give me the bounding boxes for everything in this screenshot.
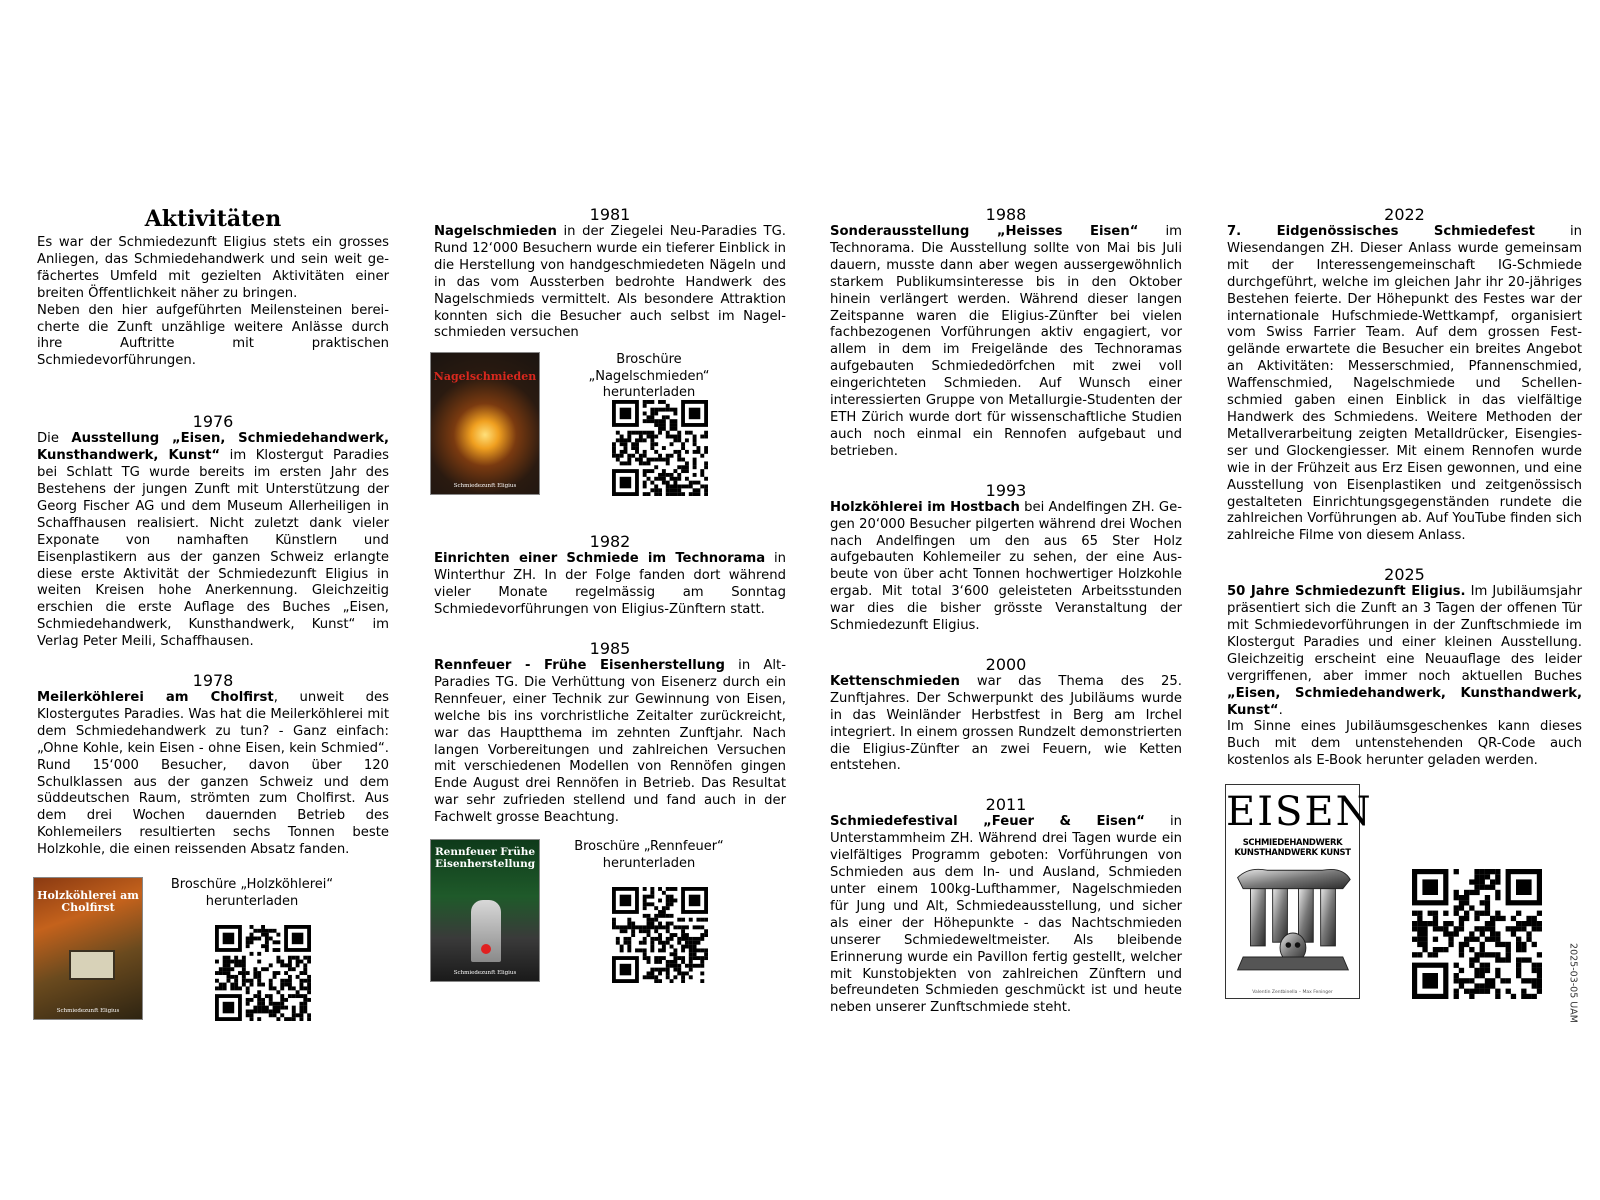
intro-paragraph-1: Es war der Schmiedezunft Eligius stets ein grosses Anliegen, das Schmiedehandwerk und sein weit gefächertes Umfeld mit gezielten Aktivitäten einer breiten Öffentlichkeit näher zu bringen. bbox=[37, 235, 389, 301]
brochure-holzkoehlerei bbox=[37, 877, 389, 1027]
anvil-sculpture-image bbox=[1226, 861, 1359, 981]
brochure-rennfeuer bbox=[434, 839, 786, 989]
section-1978 bbox=[37, 671, 389, 859]
section-2022 bbox=[1227, 205, 1582, 545]
year-heading: 2022 bbox=[1384, 205, 1425, 224]
column-2 bbox=[434, 205, 786, 989]
section-text: Schmiedefestival „Feuer & Eisen“ in Unterstammheim ZH. Während drei Tagen wurde ein vielfältiges Programm geboten: Vorführungen von Schmieden aus dem In- und Ausland, Schmieden unter einem 100kg-Lufthammer, Nagelschmieden für Jung und Alt, Schmiedeausstellung, und sicher als einer der Höhepunkte - das Nachtschmieden unserer Schmiedeweltmeister. Als bleibende Erinnerung wurde ein Pavillon fertig gestellt, welcher mit Kunstobjekten von zahlreichen Zünftern und befreundeten Schmieden geschmückt ist und heute neben unserer Zunftschmiede steht. bbox=[830, 814, 1182, 1016]
book-cover-eisen[interactable]: EISEN SCHMIEDEHANDWERK KUNSTHANDWERK KUNST Valentin Zentbinella – Max Feninger bbox=[1225, 784, 1360, 999]
year-heading: 1982 bbox=[589, 532, 631, 552]
brochure-cover-rennfeuer[interactable]: Rennfeuer Frühe Eisenherstellung Schmiedezunft Eligius bbox=[430, 839, 540, 982]
section-2000 bbox=[830, 655, 1182, 775]
section-text: Rennfeuer - Frühe Eisenherstellung in Alt-Paradies TG. Die Verhüttung von Eisenerz durch ein Rennfeuer, einer Technik zur Gewinnung von Eisen, welche bis ins vorchristliche Zeitalter zurückreicht, war das Hauptthema im zehnten Zunftjahr. Nach langen Vorbereitungen und zahlreichen Versuchen mit verschiedenen Modellen von Rennöfen gingen Ende August drei Rennöfen in Betrieb. Das Resultat war sehr zufrieden stellend und fand auch in der Fachwelt grosse Beachtung. bbox=[434, 657, 786, 826]
brochure-download-label[interactable]: Broschüre „Holzköhlerei“ herunterladen bbox=[170, 877, 334, 909]
section-1981 bbox=[434, 205, 786, 342]
column-1 bbox=[37, 205, 389, 1027]
section-text-2: Im Sinne eines Jubiläumsgeschenkes kann dieses Buch mit dem untenstehenden QR-Code auch kostenlos als E-Book herunter geladen werden. bbox=[1227, 719, 1582, 769]
section-text: Sonderausstellung „Heisses Eisen“ im Technorama. Die Ausstellung sollte von Mai bis Juli dauern, musste dann aber wegen aussergewöhnlich starkem Publikumsinteresse bis in den Oktober hinein verlängert werden. Während dieser langen Zeitspanne waren die Eligius-Zünfter bei vielen fachbezogenen Vorführungen aktiv engagiert, vor allem in dem im Freigelände des Technoramas aufgebauten Schmiededörfchen mit zwei voll eingerichteten Schmieden. Auf Wunsch einer interessierten Gruppe von Metallurgie-Studenten der ETH Zürich wurde dort für wissenschaftliche Studien auch noch einmal ein Rennofen aufgebaut und betrieben. bbox=[830, 224, 1183, 459]
section-text: 7. Eidgenössisches Schmiedefest in Wiesendangen ZH. Dieser Anlass wurde gemeinsam mit der Interessengemeinschaft IG-Schmiede durchgeführt, welche im gleichen Jahr ihr 20-jähriges Bestehen feierte. Der Höhepunkt des Festes war der internationale Hufschmiede-Wettkampf, organisiert vom Swiss Farrier Team. Auf dem grossen Festgelände erwartete die Besucher ein breites Angebot an Aktivitäten: Messerschmied, Pfannenschmied, Waffenschmied, Nagelschmiede und Schellenschmied gaben einen Einblick in das vielfältige Handwerk des Schmiedens. Weitere Methoden der Metallverarbeitung zeigten Metalldrücker, Eisengiesser und Glockengiesser. Mit einem Rennofen wurde wie in der Frühzeit aus Erz Eisen gewonnen, und eine Ausstellung von Eisenplastiken und zeitgenössisch gestalteten Einrichtungsgegenständen rundete die zahlreichen Vorführungen ab. Auf YouTube finden sich zahlreiche Filme von diesem Anlass. bbox=[1227, 224, 1582, 544]
section-text: Kettenschmieden war das Thema des 25. Zunftjahres. Der Schwerpunkt des Jubiläums wurde in das Weinländer Herbstfest in Berg am Irchel integriert. In einem grossen Rundzelt demonstrierten die Eligius-Zünfter an zwei Feuern, wie Ketten entstehen. bbox=[830, 673, 1182, 774]
section-text: Nagelschmieden in der Ziegelei Neu-Paradies TG. Rund 12‘000 Besuchern wurde ein tieferer Einblick in die Herstellung von handgeschmiedeten Nägeln und in das vom Aussterben bedrohte Handwerk des Nagelschmieds vermittelt. Als besondere Attraktion konnten sich die Besucher auch selbst im Nagelschmieden versuchen bbox=[434, 224, 786, 341]
section-text: Einrichten einer Schmiede im Technorama in Winterthur ZH. In der Folge fanden dort während vieler Monate regelmässig am Sonntag Schmiedevorführungen von Eligius-Zünftern statt. bbox=[434, 551, 786, 618]
year-heading: 1976 bbox=[192, 412, 234, 432]
year-heading: 2011 bbox=[985, 795, 1027, 815]
brochure-cover-nagelschmieden[interactable]: Nagelschmieden Schmiedezunft Eligius bbox=[430, 352, 540, 495]
year-heading: 2000 bbox=[985, 654, 1027, 674]
section-2011 bbox=[830, 795, 1182, 1017]
qr-code-icon[interactable] bbox=[215, 925, 311, 1021]
book-eisen bbox=[1227, 784, 1582, 1004]
section-1985 bbox=[434, 639, 786, 827]
year-heading: 1988 bbox=[985, 205, 1027, 224]
page-title: Aktivitäten bbox=[144, 206, 282, 232]
qr-code-icon[interactable] bbox=[612, 887, 708, 983]
section-text: Holzköhlerei im Hostbach bei Andelfingen ZH. Gegen 20‘000 Besucher pilgerten während drei Wochen nach Andelfingen um den aus 65 Ster Holz aufgebauten Kohlemeiler zu sehen, der eine Ausbeute von über acht Tonnen hochwertiger Holzkohle ergab. Mit total 3‘600 geleisteten Arbeitsstunden war dies die bisher grösste Veranstaltung der Schmiedezunft Eligius. bbox=[830, 499, 1183, 634]
date-stamp: 2025-03-05 UAM bbox=[1567, 943, 1579, 1023]
year-heading: 1985 bbox=[589, 638, 631, 658]
year-heading: 1993 bbox=[985, 480, 1027, 500]
brochure-cover-holzkoehlerei[interactable]: Holzköhlerei am Cholfirst Schmiedezunft Eligius bbox=[33, 877, 143, 1020]
year-heading: 1981 bbox=[589, 205, 631, 224]
intro-paragraph-2: Neben den hier aufgeführten Meilensteinen bereicherte die Zunft unzählige weitere Anlässe durch ihre Auftritte mit praktischen Schmiedevorführungen. bbox=[37, 302, 389, 369]
qr-code-icon[interactable] bbox=[1412, 869, 1542, 999]
section-text: Meilerköhlerei am Cholfirst, unweit des Klostergutes Paradies. Was hat die Meilerköhlerei mit dem Schmiedehandwerk zu tun? - Ganz einfach: „Ohne Kohle, kein Eisen - ohne Eisen, kein Schmied“. Rund 15‘000 Besucher, davon über 120 Schulklassen aus der ganzen Schweiz und dem süddeutschen Raum, strömten zum Cholfirst. Aus dem drei Wochen dauernden Betrieb des Kohlemeilers resultierten sechs Tonnen beste Holzkohle, die einen reissenden Absatz fanden. bbox=[37, 690, 389, 858]
section-text: Die Ausstellung „Eisen, Schmiedehandwerk, Kunsthandwerk, Kunst“ im Klostergut Paradies bei Schlatt TG wurde bereits im ersten Jahr des Bestehens der jungen Zunft mit Unterstützung der Georg Fischer AG und dem Museum Allerheiligen in Schaffhausen realisiert. Nicht zuletzt dank vieler Exponate von namhaften Künstlern und Eisenplastikern aus der ganzen Schweiz erlangte diese erste Aktivität der Schmiedezunft Eligius in weiten Kreisen hohe Anerkennung. Gleichzeitig erschien die erste Auflage des Buches „Eisen, Schmiedehandwerk, Kunsthandwerk, Kunst“ im Verlag Peter Meili, Schaffhausen. bbox=[37, 431, 389, 650]
qr-code-icon[interactable] bbox=[612, 400, 708, 496]
brochure-download-label[interactable]: Broschüre „Rennfeuer“ herunterladen bbox=[574, 839, 724, 871]
section-text: 50 Jahre Schmiedezunft Eligius. Im Jubiläumsjahr präsentiert sich die Zunft an 3 Tagen der offenen Tür mit Schmiedevorführungen in der Zunftschmiede im Klostergut Paradies und einer kleinen Ausstellung. Gleichzeitig erscheint eine Neuauflage des leider vergriffenen, aber immer noch aktuellen Buches „Eisen, Schmiedehandwerk, Kunsthandwerk, Kunst“. bbox=[1227, 584, 1583, 718]
brochure-nagelschmieden bbox=[434, 352, 786, 512]
section-1976 bbox=[37, 412, 389, 651]
section-1982 bbox=[434, 532, 786, 619]
column-4 bbox=[1227, 205, 1582, 1004]
section-2025 bbox=[1227, 565, 1582, 770]
section-1993 bbox=[830, 481, 1182, 635]
brochure-download-label[interactable]: Broschüre „Nagelschmieden“ herunterladen bbox=[588, 352, 710, 401]
year-heading: 1978 bbox=[192, 671, 234, 691]
year-heading: 2025 bbox=[1384, 565, 1425, 585]
column-3 bbox=[830, 205, 1182, 1017]
section-1988 bbox=[830, 205, 1182, 461]
